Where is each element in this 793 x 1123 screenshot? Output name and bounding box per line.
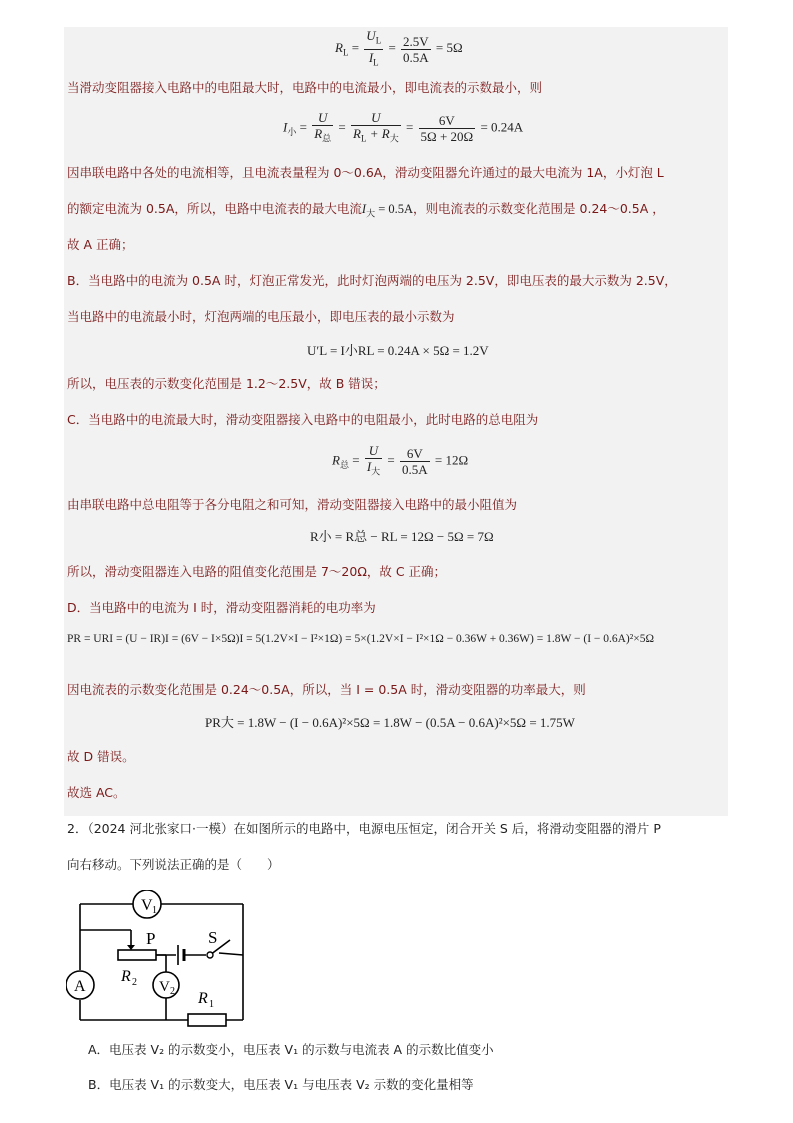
equation-max-power: PR大 = 1.8W − (I − 0.6A)²×5Ω = 1.8W − (0.5A − 0.6A)²×5Ω = 1.75W — [205, 715, 575, 730]
equation-min-current: $I_小$ = $\frac{U}{R_总}$ = $\frac{U}{R_L + R_大}$ = $\frac{6V}{5\Omega + 20\Omega}$ = 0.24A — [283, 110, 524, 144]
solution-line-5: B．当电路中的电流为 0.5A 时，灯泡正常发光，此时灯泡两端的电压为 2.5V，即电压表的最大示数为 2.5V， — [67, 273, 677, 288]
solution-line-14: 故选 AC。 — [67, 785, 126, 800]
solution-line-9: 由串联电路中总电阻等于各分电阻之和可知，滑动变阻器接入电路中的最小阻值为 — [67, 497, 518, 512]
solution-line-11: D．当电路中的电流为 I 时，滑动变阻器消耗的电功率为 — [67, 600, 376, 615]
solution-line-6: 当电路中的电流最小时，灯泡两端的电压最小，即电压表的最小示数为 — [67, 309, 455, 324]
svg-text:2: 2 — [170, 986, 175, 997]
svg-text:1: 1 — [152, 905, 157, 916]
question-line-1: 2．（2024 河北张家口·一模）在如图所示的电路中，电源电压恒定，闭合开关 S 后，将滑动变阻器的滑片 P — [67, 821, 661, 836]
solution-line-4: 故 A 正确； — [67, 237, 134, 252]
solution-line-13: 故 D 错误。 — [67, 749, 135, 764]
rheostat-r2 — [118, 950, 156, 960]
svg-text:R: R — [121, 968, 131, 985]
option-a: A．电压表 V₂ 的示数变小，电压表 V₁ 的示数与电流表 A 的示数比值变小 — [88, 1042, 494, 1057]
solution-line-2: 因串联电路中各处的电流相等，且电流表量程为 0～0.6A，滑动变阻器允许通过的最大电流为 1A，小灯泡 L — [67, 165, 664, 180]
equation-power: PR = URI = (U − IR)I = (6V − I×5Ω)I = 5(1.2V×I − I²×1Ω) = 5×(1.2V×I − I²×1Ω − 0.36W + 0.36W) = 1.8W − (I − 0.6A)²×5Ω — [67, 633, 654, 645]
solution-line-3: 的额定电流为 0.5A，所以，电路中电流表的最大电流$I_大 = 0.5A$，则电流表的示数变化范围是 0.24～0.5A ， — [67, 201, 665, 219]
equation-lamp-resistance: $R_L$ = $\frac{U_L}{I_L}$ = $\frac{2.5V}{0.5A}$ = 5Ω — [335, 28, 463, 68]
svg-text:2: 2 — [132, 977, 137, 988]
switch-contact-icon — [207, 952, 213, 958]
equation-min-resistance: R小 = R总 − RL = 12Ω − 5Ω = 7Ω — [310, 529, 494, 544]
svg-text:S: S — [208, 928, 218, 947]
solution-line-10: 所以，滑动变阻器连入电路的阻值变化范围是 7～20Ω，故 C 正确； — [67, 564, 447, 579]
equation-total-resistance: $R_总$ = $\frac{U}{I_大}$ = $\frac{6V}{0.5A}$ = 12Ω — [332, 443, 469, 477]
option-b: B．电压表 V₁ 的示数变大，电压表 V₁ 与电压表 V₂ 示数的变化量相等 — [88, 1077, 474, 1092]
circuit-diagram — [66, 890, 256, 1030]
svg-text:A: A — [74, 978, 86, 995]
solution-line-8: C．当电路中的电流最大时，滑动变阻器接入电路中的电阻最小，此时电路的总电阻为 — [67, 412, 539, 427]
resistor-r1 — [188, 1014, 226, 1026]
svg-text:P: P — [146, 929, 156, 948]
solution-line-1: 当滑动变阻器接入电路中的电阻最大时，电路中的电流最小，即电流表的示数最小，则 — [67, 80, 543, 95]
equation-lamp-voltage: U′L = I小RL = 0.24A × 5Ω = 1.2V — [307, 343, 489, 358]
svg-text:1: 1 — [209, 999, 214, 1010]
svg-text:V: V — [159, 979, 170, 995]
question-line-2: 向右移动。下列说法正确的是（ ） — [67, 857, 280, 872]
svg-text:V: V — [141, 897, 153, 914]
svg-text:R: R — [198, 990, 208, 1007]
solution-line-12: 因电流表的示数变化范围是 0.24～0.5A，所以，当 I = 0.5A 时，滑动变阻器的功率最大，则 — [67, 682, 586, 697]
solution-line-7: 所以，电压表的示数变化范围是 1.2～2.5V，故 B 错误； — [67, 376, 386, 391]
